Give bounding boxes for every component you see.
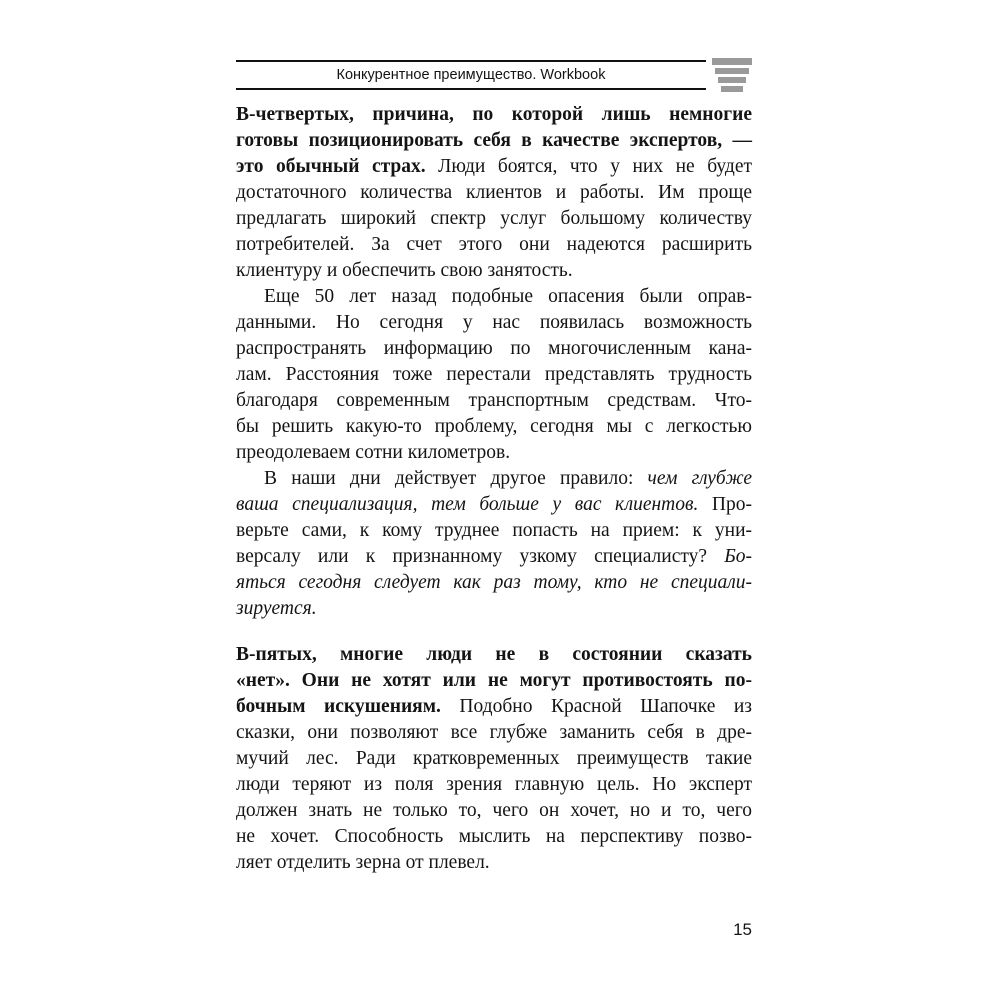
- normal-text: версалу или к признанному узкому специалисту?: [236, 546, 725, 567]
- bold-text: В-четвертых, причина, по которой лишь немногие: [236, 104, 752, 125]
- bold-text: В-пятых, многие люди не в состоянии сказать: [236, 644, 752, 665]
- normal-text: сказки, они позволяют все глубже заманить себя в дре-: [236, 722, 752, 743]
- normal-text: предлагать широкий спектр услуг большому количеству: [236, 208, 752, 229]
- text-line: [236, 440, 510, 466]
- italic-text: ваша специализация, тем больше у вас клиентов.: [236, 494, 699, 515]
- italic-text: зируется.: [236, 598, 317, 619]
- italic-text: чем глубже: [647, 468, 752, 489]
- text-line: [236, 102, 752, 128]
- page-number: 15: [733, 920, 752, 939]
- text-line: [236, 772, 752, 798]
- normal-text: Про-: [698, 494, 752, 515]
- text-line: [236, 362, 752, 388]
- text-line: [264, 466, 752, 492]
- normal-text: верьте сами, к кому труднее попасть на прием: к уни-: [236, 520, 752, 541]
- text-line: [236, 596, 317, 622]
- normal-text: Еще 50 лет назад подобные опасения были оправ-: [264, 286, 752, 307]
- running-title: Конкурентное преимущество. Workbook: [336, 67, 606, 83]
- text-line: [236, 798, 752, 824]
- normal-text: потребителей. За счет этого они надеются расширить: [236, 234, 752, 255]
- text-line: [236, 570, 752, 596]
- normal-text: благодаря современным транспортным средствам. Что-: [236, 390, 752, 411]
- normal-text: не хочет. Способность мыслить на перспективу позво-: [236, 826, 752, 847]
- bold-text: готовы позиционировать себя в качестве экспертов, —: [236, 130, 752, 151]
- bold-text: бочным искушениям.: [236, 696, 441, 717]
- text-line: [236, 310, 752, 336]
- text-line: [236, 518, 752, 544]
- text-line: [236, 206, 752, 232]
- italic-text: Бо-: [724, 546, 752, 567]
- text-line: [236, 694, 752, 720]
- text-line: [236, 492, 752, 518]
- normal-text: Люди боятся, что у них не будет: [425, 156, 752, 177]
- text-line: [236, 668, 752, 694]
- text-line: [236, 544, 752, 570]
- normal-text: должен знать не только то, чего он хочет, но и то, чего: [236, 800, 752, 821]
- header-rule-bottom: [236, 88, 706, 90]
- bold-text: это обычный страх.: [236, 156, 426, 177]
- normal-text: люди теряют из поля зрения главную цель. Но эксперт: [236, 774, 752, 795]
- normal-text: достаточного количества клиентов и работы. Им проще: [236, 182, 752, 203]
- text-line: [236, 232, 752, 258]
- normal-text: лам. Расстояния тоже перестали представлять трудность: [236, 364, 752, 385]
- text-line: [236, 180, 752, 206]
- text-line: [236, 154, 752, 180]
- normal-text: Подобно Красной Шапочке из: [440, 696, 753, 717]
- italic-text: яться сегодня следует как раз тому, кто не специали-: [236, 572, 752, 593]
- text-line: [236, 824, 752, 850]
- text-line: [236, 850, 490, 876]
- text-line: [236, 258, 573, 284]
- text-line: [236, 414, 752, 440]
- normal-text: распространять информацию по многочисленным кана-: [236, 338, 752, 359]
- text-line: [236, 336, 752, 362]
- text-line: [236, 720, 752, 746]
- normal-text: преодолеваем сотни километров.: [236, 442, 511, 463]
- text-line: [236, 128, 752, 154]
- normal-text: данными. Но сегодня у нас появилась возможность: [236, 312, 752, 333]
- text-line: [236, 642, 752, 668]
- chapter-tab-icon: [712, 58, 752, 92]
- normal-text: клиентуру и обеспечить свою занятость.: [236, 260, 573, 281]
- text-line: [236, 388, 752, 414]
- bold-text: «нет». Они не хотят или не могут противостоять по-: [236, 670, 752, 691]
- text-line: [264, 284, 752, 310]
- normal-text: бы решить какую-то проблему, сегодня мы с легкостью: [236, 416, 752, 437]
- normal-text: В наши дни действует другое правило:: [264, 468, 648, 489]
- normal-text: мучий лес. Ради кратковременных преимуществ такие: [236, 748, 752, 769]
- normal-text: ляет отделить зерна от плевел.: [236, 852, 490, 873]
- text-line: [236, 746, 752, 772]
